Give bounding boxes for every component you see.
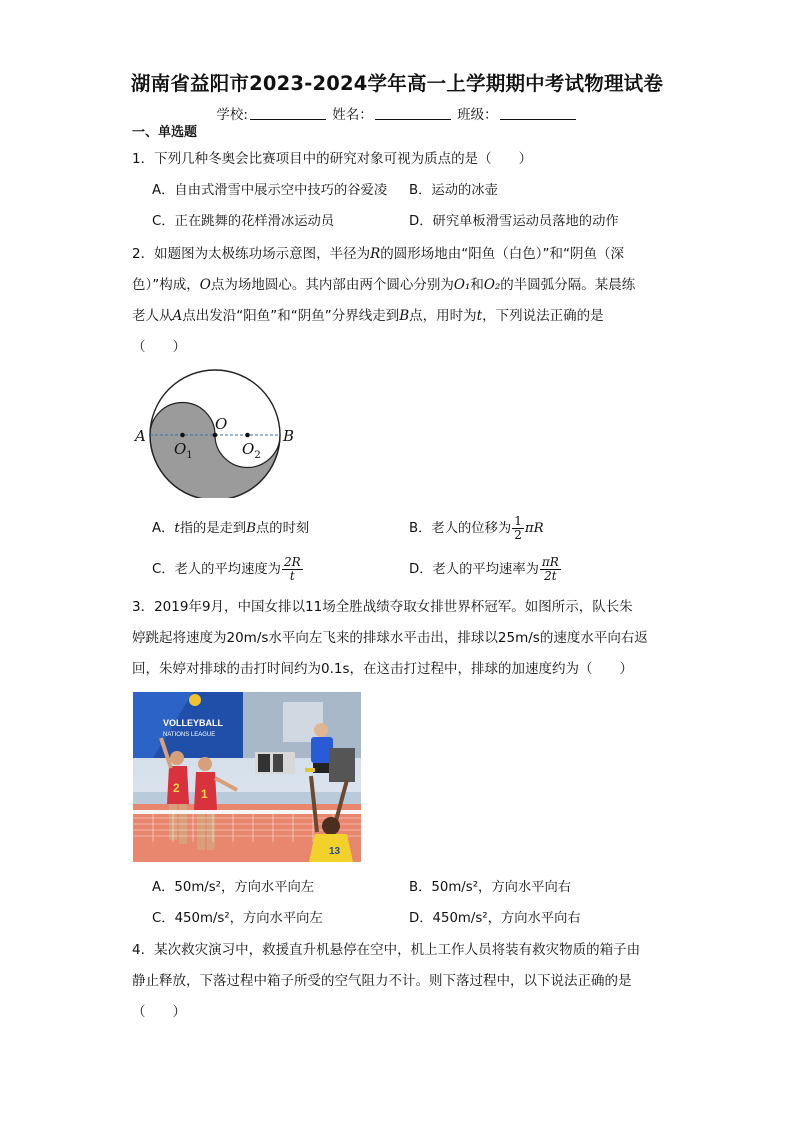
jersey-number-2: 2: [173, 781, 180, 795]
fraction-2r-over-t: [282, 556, 303, 583]
q2-text: 老人从: [132, 308, 173, 324]
q2-text: 点，用时为: [409, 308, 477, 324]
q3-option-a: A．50m/s²，方向水平向左: [152, 880, 315, 895]
label-b: B: [283, 427, 295, 445]
q1-option-c: C．正在跳舞的花样滑冰运动员: [152, 214, 335, 229]
q2-option-d: [409, 553, 562, 587]
q2-text: 点出发沿“阳鱼”和“阴鱼”分界线走到: [182, 308, 400, 324]
point-o1: [180, 433, 185, 438]
frac-den: t: [289, 568, 295, 583]
q2-d-text: D．老人的平均速率为: [409, 562, 539, 577]
frac-den: 2: [514, 527, 522, 542]
q2-text: 和: [470, 277, 484, 293]
banner-text-1: VOLLEYBALL: [163, 718, 223, 728]
q2-text: 2．如题图为太极练功场示意图，半径为: [132, 246, 371, 262]
q3-line1: 3．2019年9月，中国女排以11场全胜战绩夺取女排世界杯冠军。如图所示，队长朱: [132, 599, 633, 615]
q2-text: 色）”构成，: [132, 277, 200, 293]
point-o2: [245, 433, 250, 438]
volleyball: [189, 694, 201, 706]
point-o: [213, 433, 218, 438]
frac-den: 2t: [544, 568, 557, 583]
q4-line1: 4．某次救灾演习中，救援直升机悬停在空中，机上工作人员将装有救灾物质的箱子由: [132, 942, 641, 958]
fraction-one-half: [512, 515, 524, 542]
volleyball-photo: [133, 692, 361, 862]
taiji-diagram: [132, 364, 302, 498]
student-info-line: [0, 103, 794, 123]
section-heading: 一、单选题: [132, 125, 198, 140]
label-o: O: [215, 415, 228, 433]
q2-a-text: 点的时刻: [256, 521, 310, 536]
q3-line3: 回，朱婷对排球的击打时间约为0.1s，在这击打过程中，排球的加速度约为（ ）: [132, 661, 634, 677]
q2-line4: （ ）: [132, 339, 186, 355]
label-a: A: [135, 427, 146, 445]
q1-option-b: B．运动的冰壶: [409, 183, 498, 198]
q3-option-b: B．50m/s²，方向水平向右: [409, 880, 572, 895]
label-o2: $O_2$: [242, 440, 261, 461]
name-blank[interactable]: [375, 107, 451, 120]
q2-var-r: R: [370, 246, 381, 262]
q2-var-o: O: [199, 277, 211, 293]
q2-line3: [132, 307, 604, 325]
frac-num: 2R: [283, 554, 301, 569]
page-title: 湖南省益阳市2023-2024学年高一上学期期中考试物理试卷: [130, 72, 664, 95]
q2-var-a: A: [172, 308, 183, 324]
frac-num: πR: [541, 554, 559, 569]
q2-text: 的半圆弧分隔。某晨练: [500, 277, 636, 293]
q2-text: 的圆形场地由“阳鱼（白色）”和“阴鱼（深: [380, 246, 624, 262]
q2-text: ，下列说法正确的是: [482, 308, 604, 324]
q2-option-c: [152, 553, 304, 587]
q2-a-text: A．: [152, 521, 175, 536]
q3-line2: 婷跳起将速度为20m/s水平向左飞来的排球水平击出，排球以25m/s的速度水平向右返: [132, 630, 648, 646]
q2-var-o2: O₂: [483, 277, 501, 293]
q2-a-var-b: B: [246, 521, 257, 536]
class-blank[interactable]: [500, 107, 576, 120]
q2-line2: [132, 276, 635, 294]
q2-a-text: 指的是走到: [179, 521, 247, 536]
q2-var-o1: O₁: [453, 277, 471, 293]
q2-line1: [132, 245, 624, 263]
label-o1: $O_1$: [174, 440, 193, 461]
q2-b-text: B．老人的位移为: [409, 521, 512, 536]
jersey-number-13: 13: [329, 846, 341, 857]
q2-b-pi-r: πR: [524, 521, 544, 536]
jersey-number-1: 1: [201, 787, 208, 801]
q4-line2: 静止释放，下落过程中箱子所受的空气阻力不计。则下落过程中，以下说法正确的是: [132, 973, 632, 989]
q2-var-t: t: [476, 308, 483, 324]
q3-option-c: C．450m/s²，方向水平向左: [152, 911, 323, 926]
q2-a-var-t: t: [174, 521, 180, 536]
q3-option-d: D．450m/s²，方向水平向右: [409, 911, 581, 926]
class-label: 班级：: [457, 107, 498, 123]
q2-var-b: B: [399, 308, 410, 324]
q1-option-a: A．自由式滑雪中展示空中技巧的谷爱凌: [152, 183, 388, 198]
q2-text: 点为场地圆心。其内部由两个圆心分别为: [210, 277, 454, 293]
q1-option-d: D．研究单板滑雪运动员落地的动作: [409, 214, 619, 229]
name-label: 姓名：: [332, 107, 373, 123]
q4-line3: （ ）: [132, 1004, 186, 1020]
q2-option-b: [409, 512, 544, 546]
frac-num: 1: [514, 513, 522, 528]
q2-c-text: C．老人的平均速度为: [152, 562, 281, 577]
school-blank[interactable]: [250, 107, 326, 120]
q2-option-a: [152, 520, 309, 538]
banner-text-2: NATIONS LEAGUE: [163, 732, 216, 738]
school-label: 学校:: [216, 107, 248, 123]
q1-stem: 1．下列几种冬奥会比赛项目中的研究对象可视为质点的是（ ）: [132, 151, 533, 167]
fraction-pir-over-2t: [540, 556, 561, 583]
